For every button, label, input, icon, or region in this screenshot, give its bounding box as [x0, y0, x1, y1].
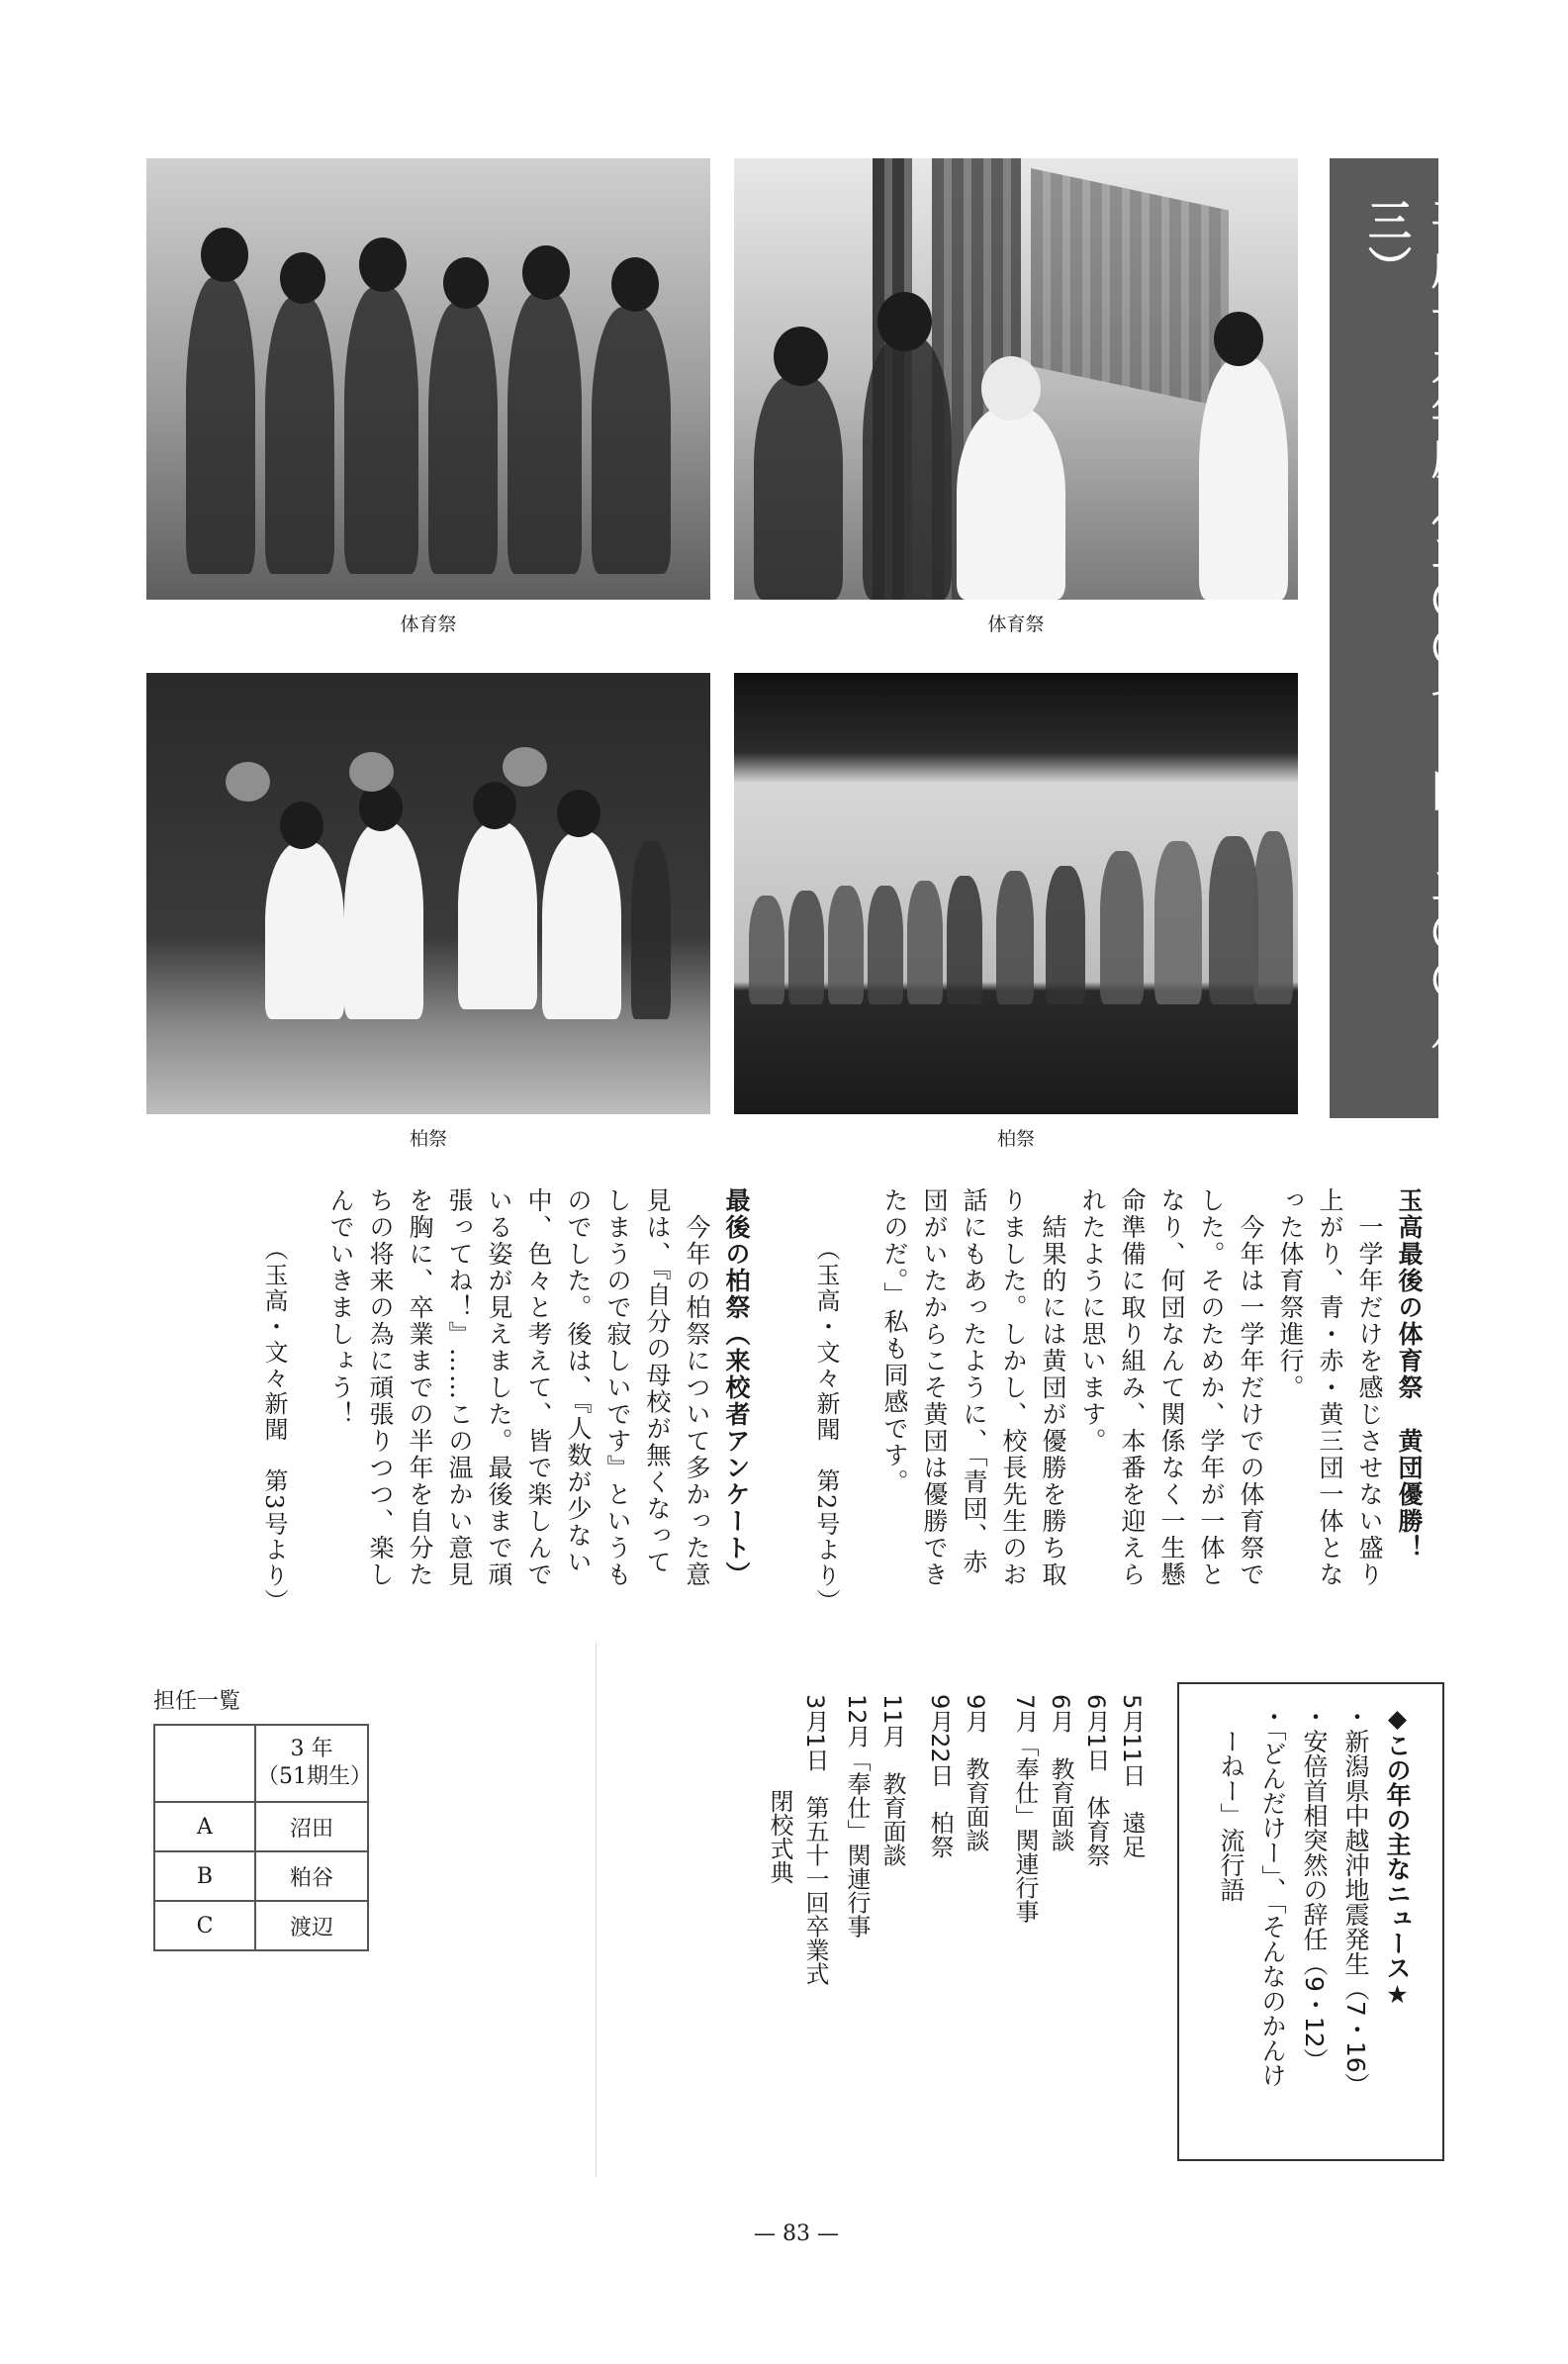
article-line: れたように思います。 — [1078, 1187, 1107, 1455]
article-line: たのだ。」私も同感です。 — [880, 1187, 909, 1496]
schedule-item: 3月1日 第五十一回卒業式 — [801, 1694, 829, 1986]
teacher-cell: 粕谷 — [255, 1851, 368, 1901]
table-header: 3 年 （51期生） — [255, 1725, 368, 1802]
article-line: 話にもあったように、「青団、赤 — [960, 1187, 988, 1576]
schedule-item: 6月 教育面談 — [1047, 1694, 1074, 1852]
article-line: なり、何団なんて関係なく一生懸 — [1157, 1187, 1186, 1588]
photo-caption: 体育祭 — [400, 614, 457, 635]
teacher-cell: 沼田 — [255, 1802, 368, 1851]
news-item: ・安倍首相突然の辞任（9・12） — [1300, 1704, 1329, 2073]
page-number: — 83 — — [754, 2222, 839, 2246]
article-line: した。そのためか、学年が一体と — [1197, 1187, 1226, 1588]
article-line: んでいきましょう！ — [326, 1187, 355, 1428]
photo-sports-festival-2 — [734, 158, 1298, 600]
article-credit: （玉高・文々新聞 第3号より） — [260, 1237, 288, 1615]
article-line: 結果的には黄団が優勝を勝ち取 — [1039, 1187, 1067, 1588]
news-item: ーねー」流行語 — [1217, 1704, 1245, 1902]
schedule-item: 5月11日 遠足 — [1118, 1694, 1146, 1858]
news-item: ・「どんだけー」、「そんなのかんけ — [1258, 1704, 1287, 2088]
column-divider — [596, 1643, 597, 2177]
article-line: ちの将来の為に頑張りつつ、楽し — [366, 1187, 395, 1588]
article-line: りました。しかし、校長先生のお — [999, 1187, 1028, 1588]
photo-caption: 体育祭 — [987, 614, 1045, 635]
photo-sports-festival-1 — [146, 158, 710, 600]
news-item: ・新潟県中越沖地震発生（7・16） — [1341, 1704, 1370, 2098]
class-cell: C — [154, 1901, 255, 1950]
article-line: のでした。後は、『人数が少ない — [564, 1187, 593, 1576]
article-line: 一学年だけを感じさせない盛り — [1355, 1187, 1384, 1588]
table-row — [154, 1851, 368, 1901]
photo-caption: 柏祭 — [409, 1128, 447, 1150]
article-line: 張ってね！』……この温かい意見 — [445, 1187, 474, 1588]
class-cell: A — [154, 1802, 255, 1851]
table-row — [154, 1901, 368, 1950]
article-line: 団がいたからこそ黄団は優勝でき — [920, 1187, 949, 1588]
schedule-item: 12月「奉仕」関連行事 — [843, 1694, 871, 1938]
article-line: 今年は一学年だけでの体育祭で — [1237, 1187, 1265, 1588]
table-row — [154, 1802, 368, 1851]
news-box — [1177, 1682, 1444, 2161]
article-line: いる姿が見えました。最後まで頑 — [485, 1187, 513, 1588]
schedule-item: 閉校式典 — [766, 1694, 793, 1884]
page-title: 平成十九年度（二〇〇七・四〜二〇〇八・三） — [1360, 198, 1474, 1100]
photo-kashiwa-festival-2 — [734, 673, 1298, 1114]
article-heading: 玉高最後の体育祭 黄団優勝！ — [1395, 1187, 1424, 1561]
schedule-item: 6月1日 体育祭 — [1082, 1694, 1110, 1867]
schedule-item: 9月 教育面談 — [962, 1694, 989, 1852]
photo-kashiwa-festival-1 — [146, 673, 710, 1114]
article-line: 命準備に取り組み、本番を迎えら — [1118, 1187, 1147, 1588]
article-line: を胸に、卒業までの半年を自分た — [406, 1187, 434, 1588]
article-line: った体育祭進行。 — [1276, 1187, 1305, 1401]
schedule-item: 11月 教育面談 — [878, 1694, 906, 1867]
article-credit: （玉高・文々新聞 第2号より） — [812, 1237, 840, 1615]
article-line: 見は、『自分の母校が無くなって — [643, 1187, 672, 1576]
article-line: 今年の柏祭について多かった意 — [683, 1187, 711, 1588]
teachers-title: 担任一覧 — [153, 1689, 241, 1714]
schedule-item: 7月「奉仕」関連行事 — [1011, 1694, 1039, 1924]
news-heading: ◆この年の主なニュース★ — [1383, 1704, 1412, 2009]
photo-caption: 柏祭 — [996, 1128, 1035, 1150]
article-line: 中、色々と考えて、皆で楽しんで — [524, 1187, 553, 1588]
schedule-item: 9月22日 柏祭 — [926, 1694, 954, 1858]
title-bar — [1330, 158, 1474, 1118]
teachers-table — [153, 1724, 372, 1951]
class-cell: B — [154, 1851, 255, 1901]
article-line: しまうので寂しいです』というも — [603, 1187, 632, 1588]
article-heading: 最後の柏祭（来校者アンケート） — [722, 1187, 751, 1588]
teacher-cell: 渡辺 — [255, 1901, 368, 1950]
article-line: 上がり、青・赤・黄三団一体とな — [1316, 1187, 1344, 1588]
